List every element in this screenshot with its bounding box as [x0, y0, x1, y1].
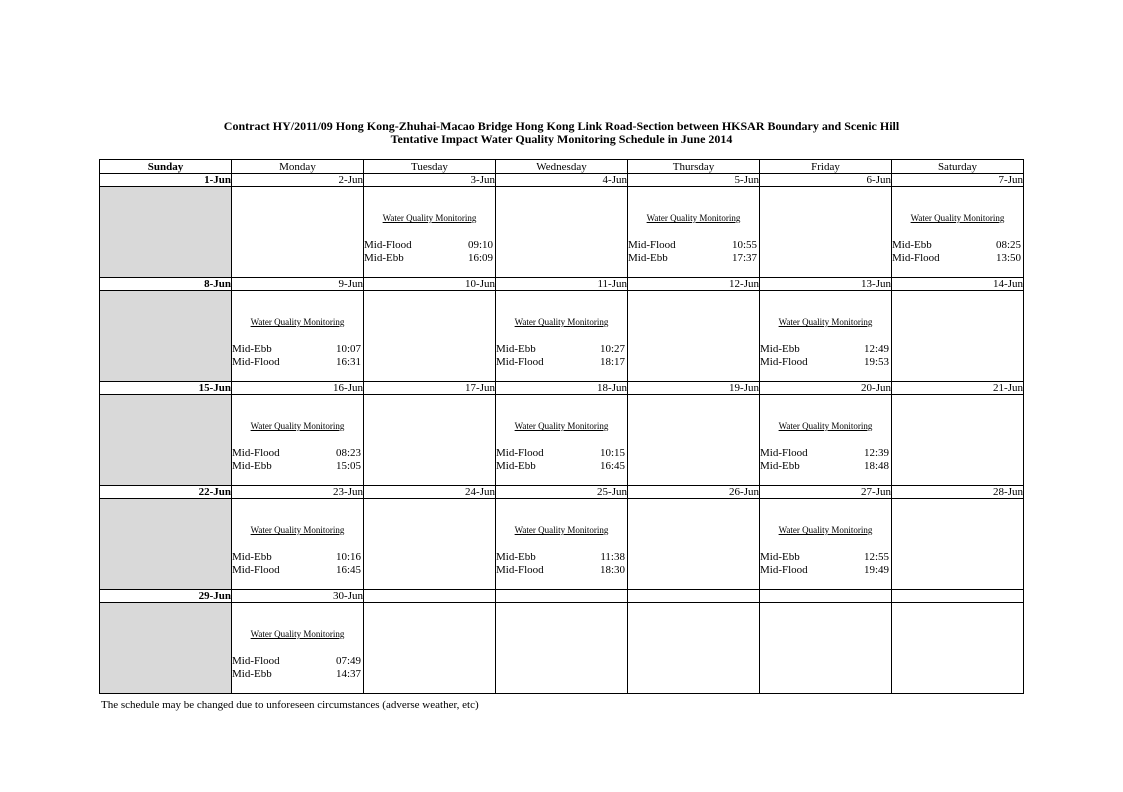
date-cell: 8-Jun — [100, 278, 232, 291]
day-cell — [496, 603, 628, 694]
tide-time: 07:49 — [335, 655, 361, 667]
tide-time: 17:37 — [731, 252, 757, 264]
date-cell: 4-Jun — [496, 174, 628, 187]
date-cell: 21-Jun — [892, 382, 1024, 395]
event-title: Water Quality Monitoring — [250, 421, 345, 431]
tide-row — [496, 343, 627, 356]
date-cell: 7-Jun — [892, 174, 1024, 187]
week-body-row — [100, 499, 1024, 590]
day-cell — [628, 499, 760, 590]
tide-row — [760, 447, 891, 460]
tide-label: Mid-Flood — [364, 239, 412, 251]
tide-time: 10:16 — [335, 551, 361, 563]
tide-label: Mid-Ebb — [496, 460, 536, 472]
day-cell — [364, 395, 496, 486]
event-title: Water Quality Monitoring — [250, 317, 345, 327]
tide-label: Mid-Flood — [496, 564, 544, 576]
event-title: Water Quality Monitoring — [646, 213, 741, 223]
date-cell: 9-Jun — [232, 278, 364, 291]
tide-row — [496, 551, 627, 564]
week-date-row — [100, 590, 1024, 603]
date-cell: 22-Jun — [100, 486, 232, 499]
date-cell: 11-Jun — [496, 278, 628, 291]
tide-label: Mid-Ebb — [232, 343, 272, 355]
date-cell: 29-Jun — [100, 590, 232, 603]
tide-time: 10:55 — [731, 239, 757, 251]
tide-time: 18:17 — [599, 356, 625, 368]
date-cell: 5-Jun — [628, 174, 760, 187]
tide-label: Mid-Ebb — [496, 343, 536, 355]
tide-time: 08:25 — [995, 239, 1021, 251]
tide-time: 18:48 — [863, 460, 889, 472]
tide-row — [892, 252, 1023, 265]
day-cell — [232, 395, 364, 486]
date-cell: 6-Jun — [760, 174, 892, 187]
tide-row — [760, 460, 891, 473]
date-cell: 10-Jun — [364, 278, 496, 291]
day-cell — [232, 603, 364, 694]
tide-row — [496, 460, 627, 473]
tide-label: Mid-Ebb — [760, 551, 800, 563]
day-cell — [364, 603, 496, 694]
document-title — [0, 120, 1123, 146]
tide-label: Mid-Ebb — [892, 239, 932, 251]
day-cell — [760, 187, 892, 278]
date-cell: 12-Jun — [628, 278, 760, 291]
day-cell — [496, 291, 628, 382]
tide-label: Mid-Flood — [892, 252, 940, 264]
day-cell — [232, 291, 364, 382]
day-cell — [892, 395, 1024, 486]
tide-label: Mid-Ebb — [628, 252, 668, 264]
date-cell — [496, 590, 628, 603]
date-cell: 28-Jun — [892, 486, 1024, 499]
tide-row — [232, 343, 363, 356]
date-cell: 24-Jun — [364, 486, 496, 499]
tide-time: 10:15 — [599, 447, 625, 459]
day-cell — [100, 395, 232, 486]
date-cell — [628, 590, 760, 603]
day-cell — [496, 187, 628, 278]
event-title: Water Quality Monitoring — [910, 213, 1005, 223]
day-cell — [100, 291, 232, 382]
tide-label: Mid-Flood — [760, 356, 808, 368]
tide-label: Mid-Flood — [628, 239, 676, 251]
tide-label: Mid-Ebb — [232, 551, 272, 563]
tide-row — [760, 551, 891, 564]
day-cell — [232, 499, 364, 590]
calendar-body — [100, 174, 1024, 694]
tide-label: Mid-Ebb — [760, 460, 800, 472]
tide-label: Mid-Ebb — [232, 668, 272, 680]
tide-row — [628, 252, 759, 265]
tide-label: Mid-Flood — [232, 655, 280, 667]
week-date-row — [100, 486, 1024, 499]
tide-label: Mid-Flood — [496, 356, 544, 368]
tide-row — [760, 564, 891, 577]
tide-label: Mid-Flood — [496, 447, 544, 459]
day-cell — [892, 603, 1024, 694]
tide-row — [232, 551, 363, 564]
day-header-row — [100, 160, 1024, 174]
day-header: Tuesday — [364, 160, 496, 174]
date-cell: 2-Jun — [232, 174, 364, 187]
day-header: Monday — [232, 160, 364, 174]
date-cell: 26-Jun — [628, 486, 760, 499]
day-cell — [892, 291, 1024, 382]
date-cell: 1-Jun — [100, 174, 232, 187]
event-title: Water Quality Monitoring — [382, 213, 477, 223]
day-cell — [628, 395, 760, 486]
event-title: Water Quality Monitoring — [250, 629, 345, 639]
tide-row — [232, 668, 363, 681]
tide-row — [364, 239, 495, 252]
day-cell — [496, 395, 628, 486]
date-cell: 27-Jun — [760, 486, 892, 499]
day-cell — [760, 395, 892, 486]
tide-time: 14:37 — [335, 668, 361, 680]
tide-label: Mid-Ebb — [496, 551, 536, 563]
date-cell — [892, 590, 1024, 603]
date-cell — [760, 590, 892, 603]
day-cell — [100, 187, 232, 278]
tide-row — [496, 564, 627, 577]
title-line-1: Contract HY/2011/09 Hong Kong-Zhuhai-Macao Bridge Hong Kong Link Road-Section between HKSAR Boundary and Scenic Hill — [223, 119, 900, 133]
title-line-2: Tentative Impact Water Quality Monitoring Schedule in June 2014 — [390, 132, 733, 146]
day-header: Wednesday — [496, 160, 628, 174]
tide-label: Mid-Flood — [760, 564, 808, 576]
tide-row — [496, 447, 627, 460]
tide-row — [760, 343, 891, 356]
day-cell — [760, 499, 892, 590]
tide-label: Mid-Ebb — [232, 460, 272, 472]
date-cell: 3-Jun — [364, 174, 496, 187]
date-cell: 17-Jun — [364, 382, 496, 395]
tide-row — [496, 356, 627, 369]
tide-row — [232, 447, 363, 460]
date-cell: 20-Jun — [760, 382, 892, 395]
day-header: Friday — [760, 160, 892, 174]
tide-time: 19:53 — [863, 356, 889, 368]
tide-time: 18:30 — [599, 564, 625, 576]
week-body-row — [100, 291, 1024, 382]
day-cell — [496, 499, 628, 590]
day-header: Saturday — [892, 160, 1024, 174]
event-title: Water Quality Monitoring — [514, 317, 609, 327]
event-title: Water Quality Monitoring — [250, 525, 345, 535]
tide-time: 12:55 — [863, 551, 889, 563]
date-cell: 19-Jun — [628, 382, 760, 395]
day-cell — [364, 187, 496, 278]
event-title: Water Quality Monitoring — [778, 421, 873, 431]
day-header: Thursday — [628, 160, 760, 174]
tide-row — [364, 252, 495, 265]
event-title: Water Quality Monitoring — [778, 525, 873, 535]
tide-time: 16:45 — [335, 564, 361, 576]
date-cell — [364, 590, 496, 603]
tide-row — [232, 460, 363, 473]
event-title: Water Quality Monitoring — [514, 525, 609, 535]
date-cell: 14-Jun — [892, 278, 1024, 291]
date-cell: 15-Jun — [100, 382, 232, 395]
tide-row — [892, 239, 1023, 252]
tide-row — [232, 356, 363, 369]
tide-label: Mid-Flood — [232, 564, 280, 576]
week-date-row — [100, 382, 1024, 395]
day-cell — [892, 499, 1024, 590]
day-cell — [232, 187, 364, 278]
day-header: Sunday — [100, 160, 232, 174]
date-cell: 23-Jun — [232, 486, 364, 499]
day-cell — [892, 187, 1024, 278]
tide-time: 12:49 — [863, 343, 889, 355]
day-cell — [100, 499, 232, 590]
tide-time: 16:45 — [599, 460, 625, 472]
footnote: The schedule may be changed due to unforeseen circumstances (adverse weather, etc) — [101, 699, 479, 711]
tide-time: 09:10 — [467, 239, 493, 251]
week-body-row — [100, 603, 1024, 694]
week-date-row — [100, 278, 1024, 291]
date-cell: 18-Jun — [496, 382, 628, 395]
day-cell — [628, 187, 760, 278]
tide-row — [232, 655, 363, 668]
event-title: Water Quality Monitoring — [514, 421, 609, 431]
tide-time: 11:38 — [600, 551, 625, 563]
date-cell: 30-Jun — [232, 590, 364, 603]
day-cell — [760, 603, 892, 694]
date-cell: 25-Jun — [496, 486, 628, 499]
tide-row — [232, 564, 363, 577]
tide-time: 10:07 — [335, 343, 361, 355]
day-cell — [760, 291, 892, 382]
tide-row — [628, 239, 759, 252]
week-body-row — [100, 187, 1024, 278]
day-cell — [628, 291, 760, 382]
week-date-row — [100, 174, 1024, 187]
calendar-table — [99, 159, 1024, 694]
tide-time: 10:27 — [599, 343, 625, 355]
tide-label: Mid-Flood — [232, 356, 280, 368]
tide-time: 12:39 — [863, 447, 889, 459]
date-cell: 16-Jun — [232, 382, 364, 395]
tide-label: Mid-Flood — [232, 447, 280, 459]
day-cell — [364, 499, 496, 590]
day-cell — [100, 603, 232, 694]
tide-label: Mid-Ebb — [760, 343, 800, 355]
day-cell — [364, 291, 496, 382]
day-cell — [628, 603, 760, 694]
tide-row — [760, 356, 891, 369]
tide-time: 13:50 — [995, 252, 1021, 264]
week-body-row — [100, 395, 1024, 486]
tide-time: 16:09 — [467, 252, 493, 264]
tide-time: 08:23 — [335, 447, 361, 459]
event-title: Water Quality Monitoring — [778, 317, 873, 327]
tide-time: 16:31 — [335, 356, 361, 368]
tide-time: 15:05 — [335, 460, 361, 472]
tide-label: Mid-Ebb — [364, 252, 404, 264]
tide-time: 19:49 — [863, 564, 889, 576]
date-cell: 13-Jun — [760, 278, 892, 291]
tide-label: Mid-Flood — [760, 447, 808, 459]
